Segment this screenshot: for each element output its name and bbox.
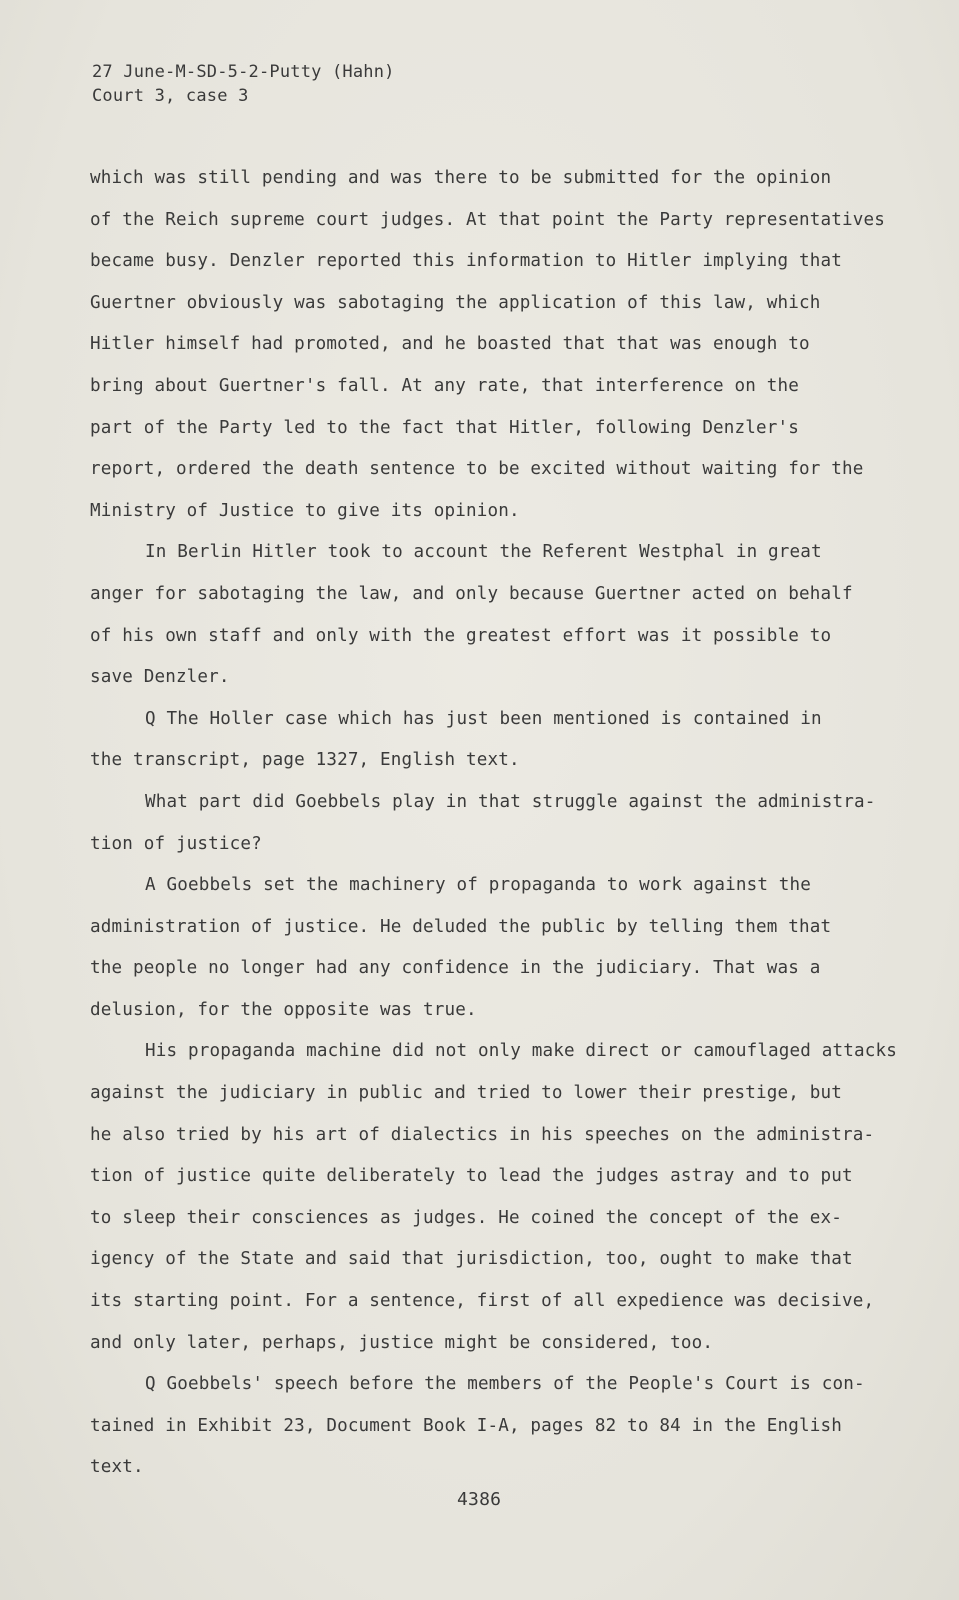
document-body (90, 158, 897, 1489)
body-line: its starting point. For a sentence, first of all expedience was decisive, (90, 1291, 875, 1312)
body-line: A Goebbels set the machinery of propaganda to work against the (145, 875, 812, 896)
body-line: tion of justice? (90, 833, 262, 854)
body-line: anger for sabotaging the law, and only because Guertner acted on behalf (90, 583, 853, 604)
body-line: administration of justice. He deluded the public by telling them that (90, 916, 832, 937)
body-line: of his own staff and only with the greatest effort was it possible to (90, 625, 832, 646)
body-line: he also tried by his art of dialectics in his speeches on the administra- (90, 1124, 875, 1145)
body-line: His propaganda machine did not only make direct or camouflaged attacks (145, 1041, 897, 1062)
body-line: save Denzler. (90, 667, 230, 688)
body-line: What part did Goebbels play in that struggle against the administra- (145, 791, 876, 812)
body-line: to sleep their consciences as judges. He coined the concept of the ex- (90, 1207, 842, 1228)
body-line: which was still pending and was there to be submitted for the opinion (90, 168, 832, 188)
body-line: report, ordered the death sentence to be excited without waiting for the (90, 459, 864, 480)
body-line: tion of justice quite deliberately to lead the judges astray and to put (90, 1166, 853, 1187)
body-line: Q Goebbels' speech before the members of the People's Court is con- (145, 1374, 865, 1395)
body-line: became busy. Denzler reported this information to Hitler implying that (90, 251, 842, 272)
page-header (92, 60, 395, 108)
body-line: tained in Exhibit 23, Document Book I-A, pages 82 to 84 in the English (90, 1415, 842, 1436)
header-line-1: 27 June-M-SD-5-2-Putty (Hahn) (92, 62, 395, 82)
body-line: bring about Guertner's fall. At any rate, that interference on the (90, 375, 799, 396)
body-line: and only later, perhaps, justice might be considered, too. (90, 1332, 714, 1353)
body-line: the transcript, page 1327, English text. (90, 750, 520, 771)
body-line: Q The Holler case which has just been mentioned is contained in (145, 708, 822, 729)
page-number: 4386 (457, 1489, 502, 1510)
body-line: of the Reich supreme court judges. At that point the Party representatives (90, 209, 885, 230)
body-line: Guertner obviously was sabotaging the application of this law, which (90, 292, 821, 313)
body-line: text. (90, 1457, 144, 1478)
body-line: part of the Party led to the fact that Hitler, following Denzler's (90, 417, 799, 438)
body-line: delusion, for the opposite was true. (90, 999, 477, 1020)
body-line: In Berlin Hitler took to account the Referent Westphal in great (145, 542, 822, 563)
body-line: the people no longer had any confidence in the judiciary. That was a (90, 958, 821, 979)
body-line: against the judiciary in public and tried to lower their prestige, but (90, 1083, 842, 1104)
body-line: Ministry of Justice to give its opinion. (90, 500, 520, 521)
header-line-2: Court 3, case 3 (92, 86, 249, 106)
body-line: igency of the State and said that jurisdiction, too, ought to make that (90, 1249, 853, 1270)
body-line: Hitler himself had promoted, and he boasted that that was enough to (90, 334, 810, 355)
